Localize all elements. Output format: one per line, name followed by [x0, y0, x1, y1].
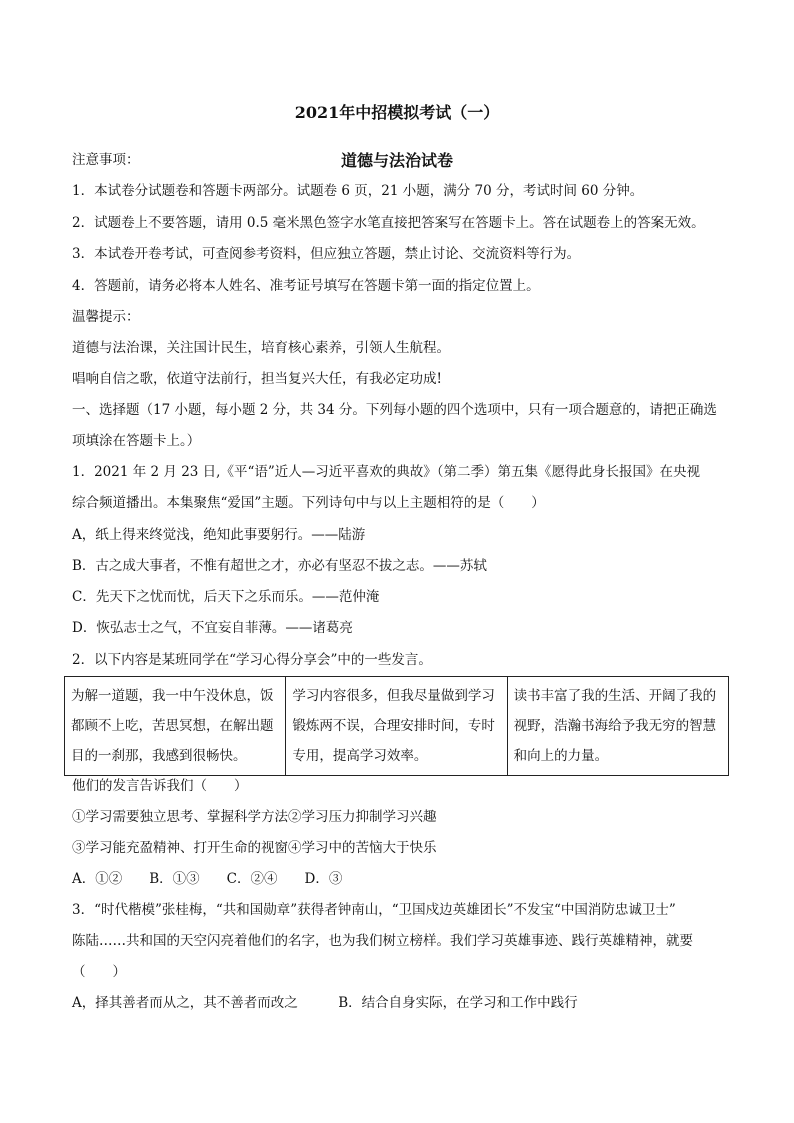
cell-line: 为解一道题，我一中午没休息，饭 — [71, 688, 274, 704]
cell-line: 锻炼两不误，合理安排时间，专时 — [292, 718, 495, 734]
question-2-table — [64, 676, 729, 776]
table-cell — [286, 677, 507, 776]
cell-line: 视野，浩瀚书海给予我无穷的智慧 — [513, 718, 717, 734]
tip-line: 道德与法治课，关注国计民生，培育核心素养，引领人生航程。 — [72, 340, 450, 356]
tips-heading: 温馨提示： — [72, 309, 140, 325]
tip-line: 唱响自信之歌，依道守法前行，担当复兴大任，有我必定功成! — [72, 371, 442, 387]
question-1-stem: 1．2021 年 2 月 23 日,《平“语”近人—习近平喜欢的典故》（第二季）第五集《愿得此身长报国》在央视 — [72, 464, 701, 480]
question-3-stem: （ ） — [72, 964, 126, 980]
question-2-options: A．①② B．①③ C．②④ D．③ — [72, 871, 343, 887]
question-1-option: D．恢弘志士之气，不宜妄自菲薄。——诸葛亮 — [72, 620, 353, 636]
question-3-options: A，择其善者而从之，其不善者而改之 B．结合自身实际，在学习和工作中践行 — [72, 995, 578, 1011]
cell-line: 都顾不上吃，苦思冥想，在解出题 — [71, 718, 274, 734]
section-heading: 一、选择题（17 小题，每小题 2 分，共 34 分。下列每小题的四个选项中，只有一项合题意的，请把正确选 — [72, 402, 717, 418]
table-cell — [65, 677, 286, 776]
notice-item: 1．本试卷分试题卷和答题卡两部分。试题卷 6 页，21 小题，满分 70 分，考试时间 60 分钟。 — [72, 183, 644, 199]
table-cell — [507, 677, 728, 776]
question-2-stem: 2．以下内容是某班同学在“学习心得分享会”中的一些发言。 — [72, 652, 432, 668]
cell-line: 目的一刹那，我感到很畅快。 — [71, 748, 247, 764]
question-3-stem: 陈陆……共和国的天空闪亮着他们的名字，也为我们树立榜样。我们学习英雄事迹、践行英雄精神，就要 — [72, 933, 693, 949]
exam-title: 2021年中招模拟考试（一） — [294, 103, 500, 122]
question-3-stem: 3．“时代楷模”张桂梅，“共和国勋章”获得者钟南山，“卫国戍边英雄团长”不发宝“中国消防忠诚卫士” — [72, 902, 676, 918]
cell-line: 读书丰富了我的生活、开阔了我的 — [513, 688, 717, 704]
question-1-option: A，纸上得来终觉浅，绝知此事要躬行。——陆游 — [72, 527, 366, 543]
cell-line: 学习内容很多，但我尽量做到学习 — [292, 688, 495, 704]
exam-subtitle: 道德与法治试卷 — [340, 151, 453, 170]
notice-item: 2．试题卷上不要答题，请用 0.5 毫米黑色签字水笔直接把答案写在答题卡上。答在试题卷上的答案无效。 — [72, 215, 705, 231]
notice-item: 3．本试卷开卷考试，可查阅参考资料，但应独立答题，禁止讨论、交流资料等行为。 — [72, 246, 581, 262]
cell-line: 专用，提高学习效率。 — [292, 748, 428, 764]
question-2-statement: ③学习能充盈精神、打开生命的视窗④学习中的苦恼大于快乐 — [72, 840, 437, 856]
question-1-option: B．古之成大事者，不惟有超世之才，亦必有坚忍不拔之志。——苏轼 — [72, 558, 487, 574]
notice-heading: 注意事项： — [72, 152, 140, 168]
question-1-stem: 综合频道播出。本集聚焦“爱国”主题。下列诗句中与以上主题相符的是（ ） — [72, 495, 545, 511]
table-row — [65, 677, 729, 776]
notice-item: 4．答题前，请务必将本人姓名、准考证号填写在答题卡第一面的指定位置上。 — [72, 278, 540, 294]
question-1-option: C．先天下之忧而忧，后天下之乐而乐。——范仲淹 — [72, 589, 380, 605]
section-heading: 项填涂在答题卡上。） — [72, 433, 201, 449]
question-2-statement: ①学习需要独立思考、掌握科学方法②学习压力抑制学习兴趣 — [72, 809, 437, 825]
question-2-question: 他们的发言告诉我们（ ） — [72, 778, 248, 794]
cell-line: 和向上的力量。 — [513, 748, 609, 764]
